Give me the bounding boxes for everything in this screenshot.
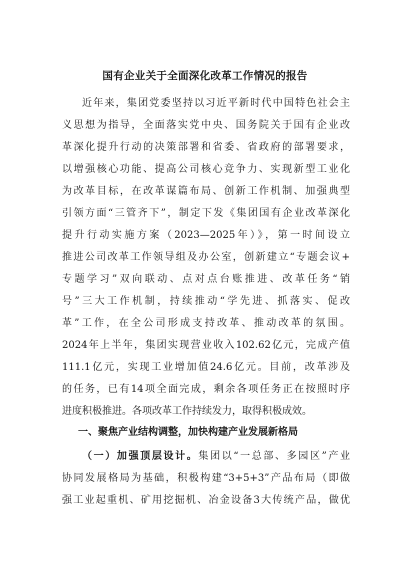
- paragraph-line: 近年来，集团党委坚持以习近平新时代中国特色社会主: [82, 98, 350, 109]
- paragraph-line: 号”三大工作机制，持续推动“学先进、抓落实、促改: [62, 296, 350, 307]
- paragraph-line: 以增强核心功能、提高公司核心竞争力、实现新型工业化: [62, 164, 350, 175]
- paragraph-line: 为改革目标，在改革谋篇布局、创新工作机制、加强典型: [62, 186, 350, 197]
- subsection-first-line: [82, 450, 350, 464]
- paragraph-line: 进度积极推进。各项改革工作持续发力，取得积极成效。: [62, 406, 312, 417]
- section-heading: 一、聚焦产业结构调整，加快构建产业发展新格局: [78, 427, 298, 438]
- subsection-lead: （一）加强顶层设计。: [82, 451, 199, 462]
- document-title: 国有企业关于全面深化改革工作情况的报告: [102, 70, 308, 82]
- paragraph-line: 引领方面“三管齐下”，制定下发《集团国有企业改革深化: [62, 208, 350, 219]
- paragraph-line: 2024年上半年，集团实现营业收入102.62亿元，完成产值: [62, 340, 350, 351]
- paragraph-line: 强工业起重机、矿用挖掘机、冶金设备3大传统产品，做优: [62, 495, 350, 506]
- paragraph-line: 111.1亿元，实现工业增加值24.6亿元。目前，改革涉及: [62, 362, 350, 373]
- paragraph-line: 协同发展格局为基础，积极构建“3+5+3”产品布局（即做: [62, 473, 350, 484]
- paragraph-line: 提升行动实施方案（2023—2025年）》，第一时间设立: [62, 230, 350, 241]
- subsection-first-line-text: 集团以“一总部、多园区”产业: [198, 451, 350, 462]
- paragraph-line: 义思想为指导，全面落实党中央、国务院关于国有企业改: [62, 120, 350, 131]
- paragraph-line: 专题学习”双向联动、点对点台账推进、改革任务“销: [62, 274, 350, 285]
- paragraph-line: 推进公司改革工作领导组及办公室，创新建立“专题会议+: [62, 252, 350, 263]
- paragraph-line: 的任务，已有14项全面完成，剩余各项任务正在按照时序: [62, 384, 350, 395]
- paragraph-line: 革”工作，在全公司形成支持改革、推动改革的氛围。: [62, 318, 350, 329]
- paragraph-line: 革深化提升行动的决策部署和省委、省政府的部署要求，: [62, 142, 350, 153]
